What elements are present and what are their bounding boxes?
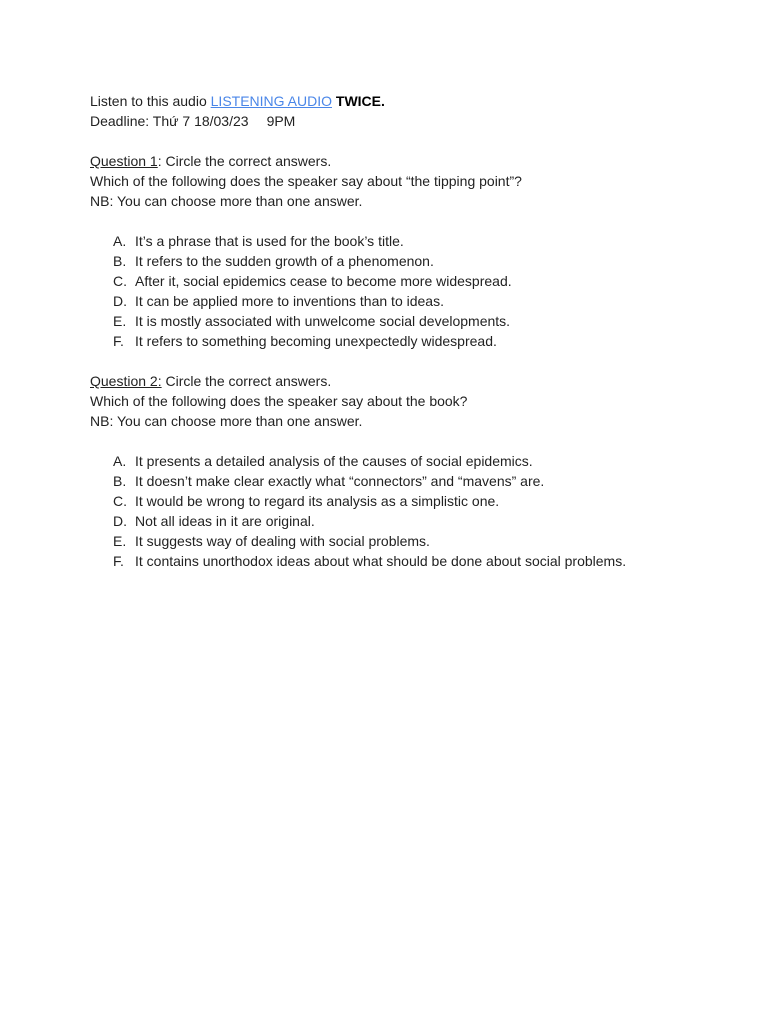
option-text: It would be wrong to regard its analysis as a simplistic one. — [135, 493, 500, 509]
option-2b[interactable] — [90, 471, 690, 491]
question-2-title — [90, 371, 690, 391]
spacer — [90, 211, 690, 231]
option-text: It’s a phrase that is used for the book’s title. — [135, 233, 404, 249]
option-2d[interactable] — [90, 511, 690, 531]
option-2e[interactable] — [90, 531, 690, 551]
document-page — [90, 91, 690, 571]
option-text: It refers to something becoming unexpectedly widespread. — [135, 333, 497, 349]
deadline-time: 9PM — [266, 113, 296, 129]
deadline-line — [90, 111, 690, 131]
intro-line — [90, 91, 690, 111]
option-text: It refers to the sudden growth of a phenomenon. — [135, 253, 434, 269]
question-2-heading: Question 2: — [90, 373, 162, 389]
option-1b[interactable] — [90, 251, 690, 271]
option-text: It can be applied more to inventions than to ideas. — [135, 293, 444, 309]
question-block-1 — [90, 151, 690, 351]
option-text: It presents a detailed analysis of the causes of social epidemics. — [135, 453, 533, 469]
spacer — [90, 351, 690, 371]
option-letter: B. — [113, 473, 127, 489]
option-letter: F. — [113, 333, 124, 349]
option-1d[interactable] — [90, 291, 690, 311]
question-block-2 — [90, 371, 690, 571]
option-letter: C. — [113, 273, 127, 289]
option-1c[interactable] — [90, 271, 690, 291]
option-text: It is mostly associated with unwelcome social developments. — [135, 313, 511, 329]
option-2a[interactable] — [90, 451, 690, 471]
question-1-title — [90, 151, 690, 171]
option-2c[interactable] — [90, 491, 690, 511]
question-2-note: NB: You can choose more than one answer. — [90, 413, 363, 429]
option-1e[interactable] — [90, 311, 690, 331]
option-1a[interactable] — [90, 231, 690, 251]
option-letter: A. — [113, 233, 127, 249]
deadline-label: Deadline: Thứ 7 18/03/23 — [90, 113, 249, 129]
option-letter: B. — [113, 253, 127, 269]
option-letter: E. — [113, 533, 127, 549]
question-1-heading: Question 1 — [90, 153, 158, 169]
option-1f[interactable] — [90, 331, 690, 351]
option-letter: A. — [113, 453, 127, 469]
question-2-instruction: Circle the correct answers. — [161, 373, 332, 389]
intro-suffix: TWICE. — [335, 93, 385, 109]
question-1-prompt: Which of the following does the speaker say about “the tipping point”? — [90, 173, 522, 189]
option-letter: D. — [113, 513, 127, 529]
option-text: It suggests way of dealing with social problems. — [135, 533, 430, 549]
option-letter: D. — [113, 293, 127, 309]
listening-audio-link[interactable]: LISTENING AUDIO — [210, 93, 332, 109]
question-1-note: NB: You can choose more than one answer. — [90, 193, 363, 209]
question-2-prompt: Which of the following does the speaker say about the book? — [90, 393, 468, 409]
question-1-instruction: : Circle the correct answers. — [157, 153, 332, 169]
question-2-options — [90, 451, 690, 571]
question-1-options — [90, 231, 690, 351]
option-letter: E. — [113, 313, 127, 329]
option-letter: C. — [113, 493, 127, 509]
option-2f[interactable] — [90, 551, 690, 571]
option-letter: F. — [113, 553, 124, 569]
option-text: Not all ideas in it are original. — [135, 513, 315, 529]
option-text: It contains unorthodox ideas about what should be done about social problems. — [135, 553, 627, 569]
option-text: It doesn’t make clear exactly what “connectors” and “mavens” are. — [135, 473, 545, 489]
intro-prefix: Listen to this audio — [90, 93, 211, 109]
spacer — [90, 131, 690, 151]
option-text: After it, social epidemics cease to become more widespread. — [135, 273, 512, 289]
spacer — [90, 431, 690, 451]
